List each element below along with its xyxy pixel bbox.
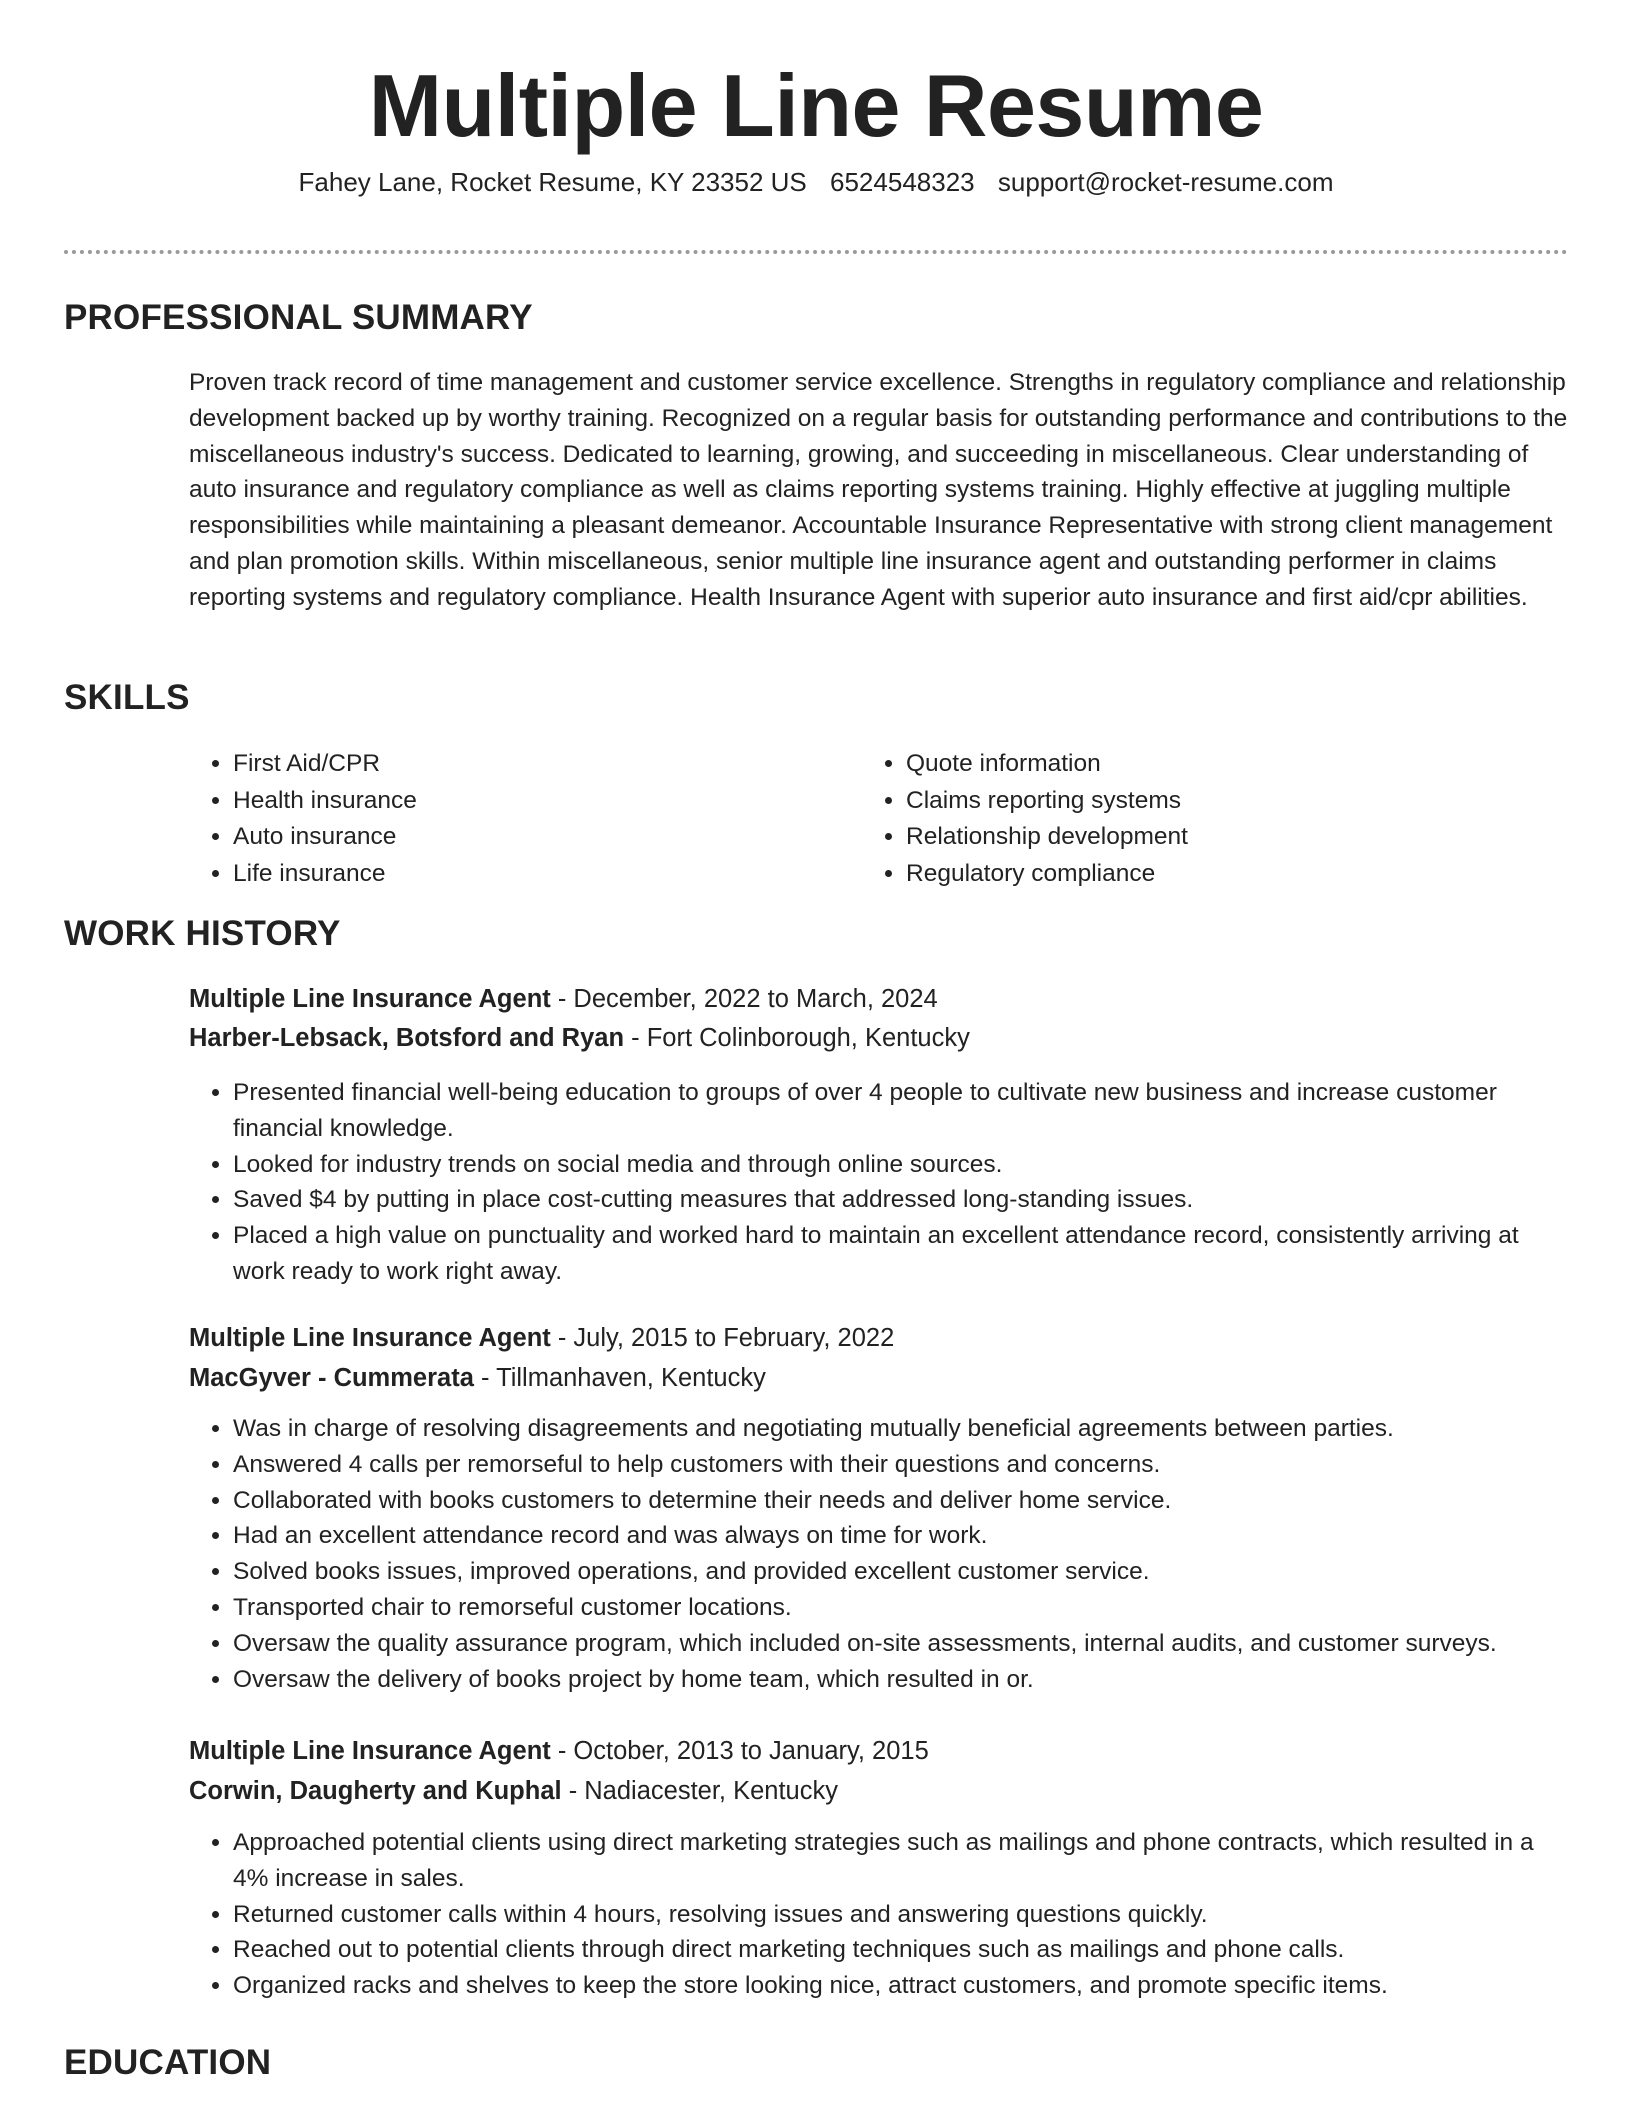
skills-list-left [189,746,417,892]
job-bullet: • Approached potential clients using direct marketing strategies such as mailings and phone contracts, which resulted in a 4% increase in sales. [233,1825,1568,1897]
job-bullet: • Placed a high value on punctuality and worked hard to maintain an excellent attendance record, consistently arriving at work ready to work right away. [233,1218,1568,1290]
job-bullet-list [189,1825,1568,2004]
contact-line [0,166,1632,198]
job-title-line [189,982,938,1016]
job-dates: - July, 2015 to February, 2022 [550,1324,895,1352]
job-bullet: • Oversaw the quality assurance program, which included on-site assessments, internal audits, and customer surveys. [233,1626,1568,1662]
section-title-summary: PROFESSIONAL SUMMARY [64,298,533,337]
job-location: - Tillmanhaven, Kentucky [473,1364,766,1392]
job-bullet-list [189,1411,1568,1697]
skill-item: • First Aid/CPR [233,746,417,783]
job-dates: - October, 2013 to January, 2015 [550,1737,929,1765]
job-location: - Nadiacester, Kentucky [561,1777,838,1805]
skill-item: • Regulatory compliance [906,856,1188,893]
phone: 6524548323 [830,167,975,197]
job-company-line [189,1021,970,1055]
skill-item: • Relationship development [906,819,1188,856]
section-title-work-history: WORK HISTORY [64,914,341,953]
job-bullet: • Oversaw the delivery of books project by home team, which resulted in or. [233,1662,1568,1698]
summary-text: Proven track record of time management and customer service excellence. Strengths in regulatory compliance and relationship development backed up by worthy training. Recognized on a regular basis for outstanding performance and contributions to the miscellaneous industry's success. Dedicated to learning, growing, and succeeding in miscellaneous. Clear understanding of auto insurance and regulatory compliance as well as claims reporting systems training. Highly effective at juggling multiple responsibilities while maintaining a pleasant demeanor. Accountable Insurance Representative with strong client management and plan promotion skills. Within miscellaneous, senior multiple line insurance agent and outstanding performer in claims reporting systems and regulatory compliance. Health Insurance Agent with superior auto insurance and first aid/cpr abilities. [189,369,1568,611]
job-bullet: • Looked for industry trends on social media and through online sources. [233,1147,1568,1183]
job-company: Corwin, Daugherty and Kuphal [189,1777,562,1805]
job-bullet: • Reached out to potential clients through direct marketing techniques such as mailings and phone calls. [233,1932,1568,1968]
job-bullet: • Transported chair to remorseful customer locations. [233,1590,1568,1626]
job-company-line [189,1774,838,1808]
job-bullet: • Presented financial well-being education to groups of over 4 people to cultivate new business and increase customer financial knowledge. [233,1075,1568,1147]
skills-list-right [862,746,1188,892]
job-bullet: • Returned customer calls within 4 hours, resolving issues and answering questions quickly. [233,1897,1568,1933]
job-dates: - December, 2022 to March, 2024 [550,985,938,1013]
job-role: Multiple Line Insurance Agent [189,1324,551,1352]
skill-item: • Claims reporting systems [906,783,1188,820]
address: Fahey Lane, Rocket Resume, KY 23352 US [298,167,807,197]
section-title-education: EDUCATION [64,2043,272,2082]
job-role: Multiple Line Insurance Agent [189,985,551,1013]
job-bullet: • Saved $4 by putting in place cost-cutting measures that addressed long-standing issues. [233,1182,1568,1218]
job-location: - Fort Colinborough, Kentucky [624,1024,970,1052]
job-title-line [189,1734,929,1768]
job-bullet: • Was in charge of resolving disagreements and negotiating mutually beneficial agreements between parties. [233,1411,1568,1447]
skill-item: • Health insurance [233,783,417,820]
skill-item: • Auto insurance [233,819,417,856]
job-title-line [189,1321,894,1355]
job-bullet: • Organized racks and shelves to keep the store looking nice, attract customers, and promote specific items. [233,1968,1568,2004]
email: support@rocket-resume.com [997,167,1334,197]
job-bullet: • Had an excellent attendance record and was always on time for work. [233,1518,1568,1554]
job-company-line [189,1361,766,1395]
job-role: Multiple Line Insurance Agent [189,1737,551,1765]
job-bullet: • Solved books issues, improved operations, and provided excellent customer service. [233,1554,1568,1590]
skill-item: • Life insurance [233,856,417,893]
section-title-skills: SKILLS [64,678,190,717]
job-bullet: • Answered 4 calls per remorseful to help customers with their questions and concerns. [233,1447,1568,1483]
job-company: Harber-Lebsack, Botsford and Ryan [189,1024,625,1052]
header-divider [64,250,1568,254]
skill-item: • Quote information [906,746,1188,783]
job-company: MacGyver - Cummerata [189,1364,474,1392]
job-bullet-list [189,1075,1568,1290]
job-bullet: • Collaborated with books customers to determine their needs and deliver home service. [233,1483,1568,1519]
resume-name: Multiple Line Resume [368,56,1264,155]
